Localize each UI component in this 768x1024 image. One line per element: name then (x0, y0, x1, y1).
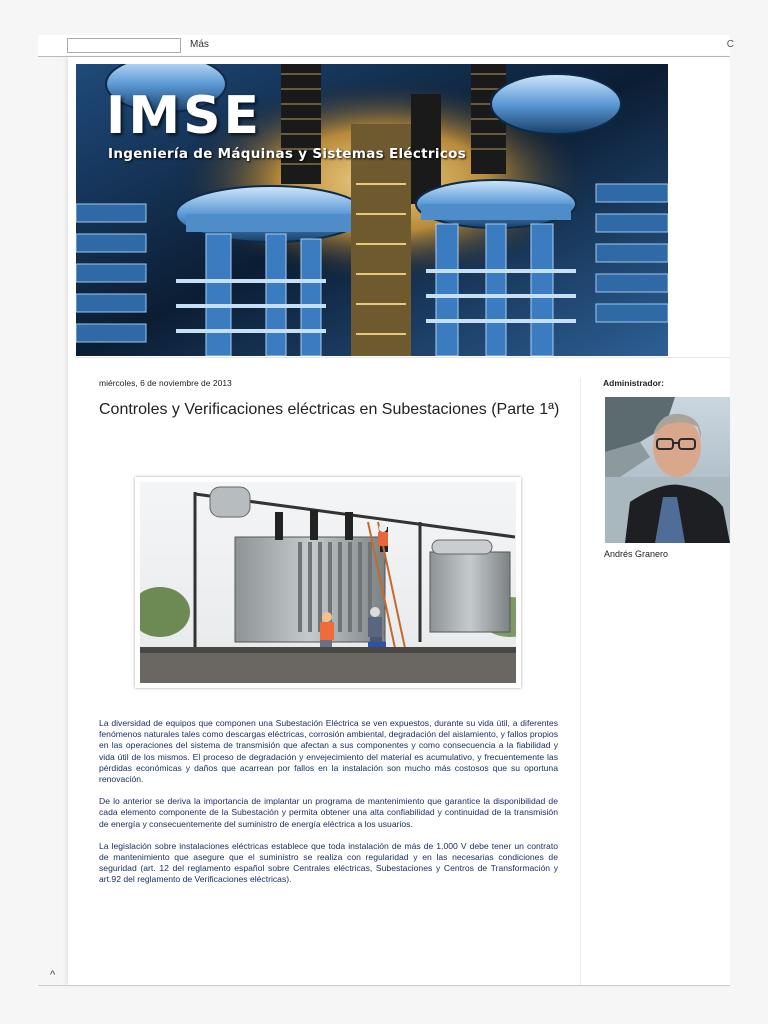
post-paragraph-1: La diversidad de equipos que componen una Subestación Eléctrica se ven expuestos, durante su vida útil, a diferentes fenómenos naturales tales como descargas eléctricas, corrosión ambiental, degradación del aislamiento, y fallos propios en las operaciones del sistema de transmisión que afectan a sus componentes y como consecuencia a la fiabilidad y vida útil de los mismos. El proceso de degradación y envejecimiento del material es acumulativo, y frecuentemente las pérdidas económicas y daños que acarrean por fallos en la instalación son mucho más costosos que su oportuna renovación. (99, 718, 558, 785)
footer-divider (38, 985, 730, 986)
profile-portrait (605, 397, 730, 543)
post-date: miércoles, 6 de noviembre de 2013 (99, 378, 232, 388)
post-paragraph-2: De lo anterior se deriva la importancia de implantar un programa de mantenimiento que garantice la disponibilidad de cada elemento componente de la Subestación y permita obtener una alta confiabilidad y continuidad de la transmisión de energía y consecuentemente del suministro de energía eléctrica a los usuarios. (99, 796, 558, 829)
substation-photo (140, 482, 516, 683)
header-divider (76, 357, 730, 358)
post-title[interactable]: Controles y Verificaciones eléctricas en Subestaciones (Parte 1ª) (99, 401, 560, 418)
top-navbar (38, 35, 734, 57)
profile-photo[interactable] (605, 397, 730, 543)
post-paragraph-3: La legislación sobre instalaciones eléctricas establece que toda instalación de más de 1.000 V debe tener un contrato de mantenimiento que asegure que el suministro se realiza con regularidad y en las necesarias condiciones de seguridad (art. 12 del reglamento español sobre Centrales eléctricas, Subestaciones y Centros de Transformación y art.92 del reglamento de Verificaciones eléctricas). (99, 840, 558, 885)
banner-title[interactable]: IMSE (106, 86, 263, 146)
post-body (99, 718, 558, 897)
post-image[interactable] (135, 477, 521, 688)
search-input[interactable] (67, 38, 181, 53)
scroll-up-icon[interactable]: ^ (50, 969, 56, 981)
header-banner[interactable] (76, 64, 668, 356)
sidebar-heading: Administrador: (603, 378, 664, 388)
profile-name[interactable]: Andrés Granero (604, 549, 669, 559)
column-divider (580, 378, 581, 985)
more-link[interactable]: Más (190, 39, 209, 50)
navbar-cut-text[interactable]: C (726, 39, 734, 50)
banner-subtitle: Ingeniería de Máquinas y Sistemas Eléctricos (108, 146, 467, 162)
